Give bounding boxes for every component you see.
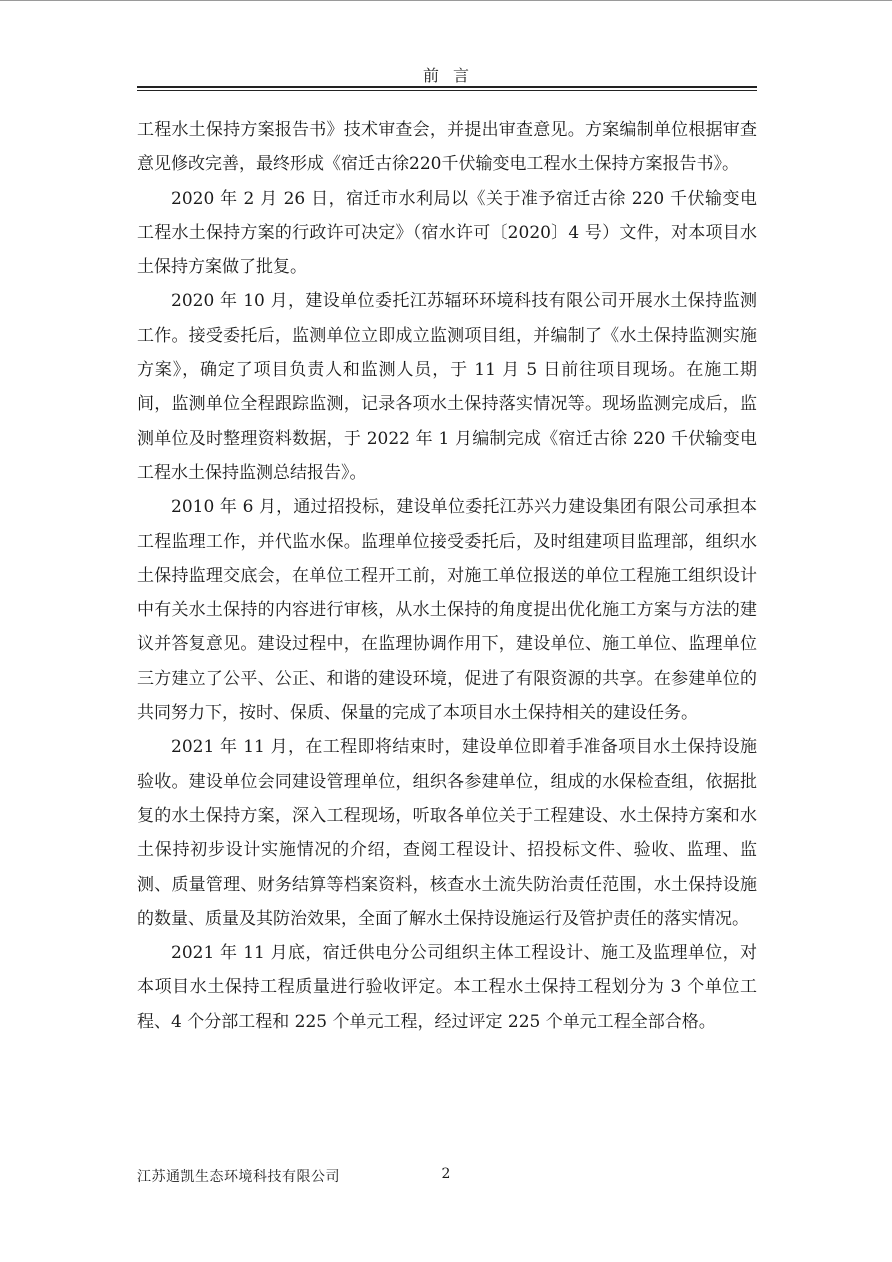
page-number: 2 — [441, 1166, 451, 1182]
footer-company: 江苏通凯生态环境科技有限公司 — [137, 1169, 340, 1185]
body-text — [137, 113, 757, 1039]
paragraph: 2021 年 11 月，在工程即将结束时，建设单位即着手准备项目水土保持设施验收。建设单位会同建设管理单位，组织各参建单位，组成的水保检查组，依据批复的水土保持方案，深入工程现场，听取各单位关于工程建设、水土保持方案和水土保持初步设计实施情况的介绍，查阅工程设计、招投标文件、验收、监理、监测、质量管理、财务结算等档案资料，核查水土流失防治责任范围，水土保持设施的数量、质量及其防治效果，全面了解水土保持设施运行及管护责任的落实情况。 — [137, 737, 757, 929]
paragraph: 工程水土保持方案报告书》技术审查会，并提出审查意见。方案编制单位根据审查意见修改完善，最终形成《宿迁古徐220千伏输变电工程水土保持方案报告书》。 — [137, 120, 757, 175]
paragraph: 2020 年 2 月 26 日，宿迁市水利局以《关于准予宿迁古徐 220 千伏输变电工程水土保持方案的行政许可决定》（宿水许可〔2020〕4 号）文件，对本项目水土保持方案做了批复。 — [137, 188, 757, 278]
section-header-title: 前言 — [422, 66, 483, 85]
paragraph: 2010 年 6 月，通过招投标，建设单位委托江苏兴力建设集团有限公司承担本工程监理工作，并代监水保。监理单位接受委托后，及时组建项目监理部，组织水土保持监理交底会，在单位工程开工前，对施工单位报送的单位工程施工组织设计中有关水土保持的内容进行审核，从水土保持的角度提出优化施工方案与方法的建议并答复意见。建设过程中，在监理协调作用下，建设单位、施工单位、监理单位三方建立了公平、公正、和谐的建设环境，促进了有限资源的共享。在参建单位的共同努力下，按时、保质、保量的完成了本项目水土保持相关的建设任务。 — [137, 497, 757, 724]
paragraph: 2021 年 11 月底，宿迁供电分公司组织主体工程设计、施工及监理单位，对本项目水土保持工程质量进行验收评定。本工程水土保持工程划分为 3 个单位工程、4 个分部工程和 225 个单元工程，经过评定 225 个单元工程全部合格。 — [137, 943, 757, 1032]
header-rule — [137, 86, 757, 88]
top-border — [0, 0, 892, 1]
paragraph: 2020 年 10 月，建设单位委托江苏辐环环境科技有限公司开展水土保持监测工作。接受委托后，监测单位立即成立监测项目组，并编制了《水土保持监测实施方案》，确定了项目负责人和监测人员，于 11 月 5 日前往项目现场。在施工期间，监测单位全程跟踪监测，记录各项水土保持落实情况等。现场监测完成后，监测单位及时整理资料数据，于 2022 年 1 月编制完成《宿迁古徐 220 千伏输变电工程水土保持监测总结报告》。 — [137, 291, 757, 483]
header-rule-thin — [137, 90, 757, 91]
